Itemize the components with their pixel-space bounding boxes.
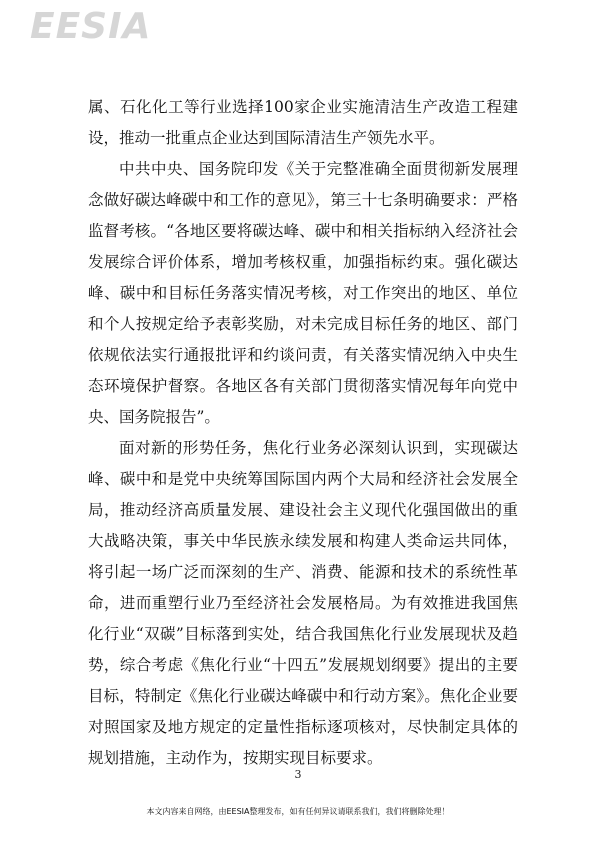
paragraph-situation-tasks: 面对新的形势任务，焦化行业务必深刻认识到，实现碳达峰、碳中和是党中央统筹国际国内两个大局和经济社会发展全局，推动经济高质量发展、建设社会主义现代化强国做出的重大战略决策，事关中华民族永续发展和构建人类命运共同体，将引起一场广泛而深刻的生产、消费、能源和技术的系统性革命，进而重塑行业乃至经济社会发展格局。为有效推进我国焦化行业“双碳”目标落到实处，结合我国焦化行业发展现状及趋势，综合考虑《焦化行业“十四五”发展规划纲要》提出的主要目标，特制定《焦化行业碳达峰碳中和行动方案》。焦化企业要对照国家及地方规定的定量性指标逐项核对，尽快制定具体的规划措施，主动作为，按期实现目标要求。 (88, 439, 518, 767)
page-number: 3 (294, 768, 302, 781)
document-body (88, 92, 518, 774)
footer-disclaimer: 本文内容来自网络，由EESIA整理发布，如有任何异议请联系我们，我们将删除处理！ (146, 807, 450, 816)
eesia-watermark-logo: EESIA (30, 6, 152, 47)
paragraph-central-opinion: 中共中央、国务院印发《关于完整准确全面贯彻新发展理念做好碳达峰碳中和工作的意见》，第三十七条明确要求：严格监督考核。“各地区要将碳达峰、碳中和相关指标纳入经济社会发展综合评价体系，增加考核权重，加强指标约束。强化碳达峰、碳中和目标任务落实情况考核，对工作突出的地区、单位和个人按规定给予表彰奖励，对未完成目标任务的地区、部门依规依法实行通报批评和约谈问责，有关落实情况纳入中央生态环境保护督察。各地区各有关部门贯彻落实情况每年向党中央、国务院报告”。 (88, 160, 518, 426)
paragraph-continuation: 属、石化化工等行业选择100家企业实施清洁生产改造工程建设，推动一批重点企业达到国际清洁生产领先水平。 (88, 98, 518, 147)
